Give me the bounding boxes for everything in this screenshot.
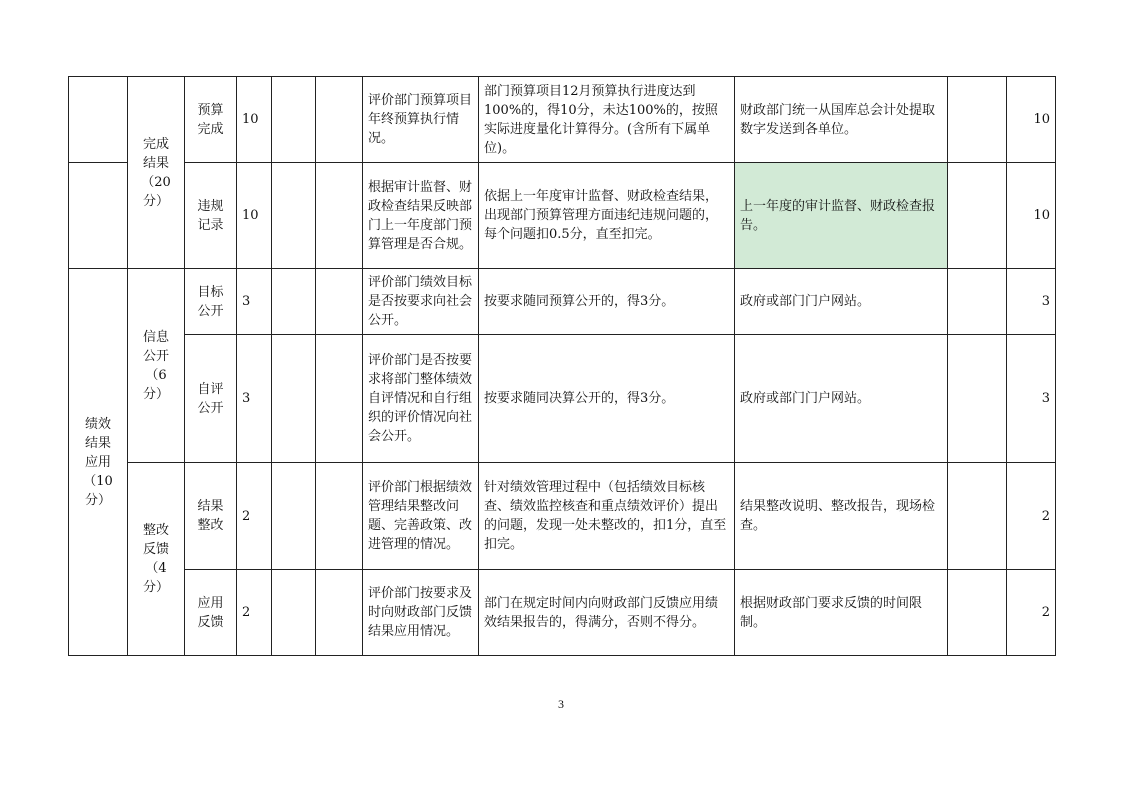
level3-cell: 目标公开 xyxy=(185,269,237,335)
empty-cell xyxy=(948,463,1007,570)
method-cell: 部门预算项目12月预算执行进度达到100%的，得10分，未达100%的，按照实际进度量化计算得分。(含所有下属单位)。 xyxy=(479,77,735,163)
source-cell: 结果整改说明、整改报告，现场检查。 xyxy=(735,463,948,570)
level1-cell xyxy=(69,163,128,269)
score-cell: 2 xyxy=(237,570,272,656)
empty-cell xyxy=(948,163,1007,269)
criteria-cell: 评价部门根据绩效管理结果整改问题、完善政策、改进管理的情况。 xyxy=(363,463,479,570)
table-row xyxy=(69,163,1056,269)
criteria-cell: 评价部门预算项目年终预算执行情况。 xyxy=(363,77,479,163)
table-row xyxy=(69,463,1056,570)
empty-cell xyxy=(316,163,363,269)
table-row xyxy=(69,335,1056,463)
source-cell: 财政部门统一从国库总会计处提取数字发送到各单位。 xyxy=(735,77,948,163)
score-cell: 10 xyxy=(237,77,272,163)
method-cell: 针对绩效管理过程中（包括绩效目标核查、绩效监控核查和重点绩效评价）提出的问题，发现一处未整改的，扣1分，直至扣完。 xyxy=(479,463,735,570)
empty-cell xyxy=(316,570,363,656)
empty-cell xyxy=(272,570,316,656)
empty-cell xyxy=(272,463,316,570)
table-row xyxy=(69,570,1056,656)
table-row xyxy=(69,77,1056,163)
result-cell: 2 xyxy=(1007,463,1056,570)
level2-cell: 整改反馈（4分） xyxy=(128,463,185,656)
result-cell: 10 xyxy=(1007,163,1056,269)
method-cell: 按要求随同预算公开的，得3分。 xyxy=(479,269,735,335)
empty-cell xyxy=(316,335,363,463)
source-cell: 根据财政部门要求反馈的时间限制。 xyxy=(735,570,948,656)
score-cell: 2 xyxy=(237,463,272,570)
level2-cell: 信息公开（6分） xyxy=(128,269,185,463)
method-cell: 部门在规定时间内向财政部门反馈应用绩效结果报告的，得满分，否则不得分。 xyxy=(479,570,735,656)
empty-cell xyxy=(272,269,316,335)
score-cell: 3 xyxy=(237,269,272,335)
empty-cell xyxy=(316,269,363,335)
source-cell-highlighted: 上一年度的审计监督、财政检查报告。 xyxy=(735,163,948,269)
criteria-cell: 评价部门绩效目标是否按要求向社会公开。 xyxy=(363,269,479,335)
level1-cell: 绩效结果应用（10分） xyxy=(69,269,128,656)
level3-cell: 预算完成 xyxy=(185,77,237,163)
criteria-cell: 评价部门按要求及时向财政部门反馈结果应用情况。 xyxy=(363,570,479,656)
result-cell: 3 xyxy=(1007,269,1056,335)
empty-cell xyxy=(272,335,316,463)
level3-cell: 应用反馈 xyxy=(185,570,237,656)
level2-cell: 完成结果（20分） xyxy=(128,77,185,269)
evaluation-table xyxy=(68,76,1056,656)
method-cell: 依据上一年度审计监督、财政检查结果，出现部门预算管理方面违纪违规问题的，每个问题扣0.5分，直至扣完。 xyxy=(479,163,735,269)
empty-cell xyxy=(948,335,1007,463)
criteria-cell: 评价部门是否按要求将部门整体绩效自评情况和自行组织的评价情况向社会公开。 xyxy=(363,335,479,463)
table-row xyxy=(69,269,1056,335)
method-cell: 按要求随同决算公开的，得3分。 xyxy=(479,335,735,463)
empty-cell xyxy=(948,77,1007,163)
empty-cell xyxy=(272,163,316,269)
source-cell: 政府或部门门户网站。 xyxy=(735,269,948,335)
result-cell: 3 xyxy=(1007,335,1056,463)
level1-cell xyxy=(69,77,128,163)
empty-cell xyxy=(948,570,1007,656)
empty-cell xyxy=(316,463,363,570)
score-cell: 10 xyxy=(237,163,272,269)
empty-cell xyxy=(948,269,1007,335)
result-cell: 10 xyxy=(1007,77,1056,163)
level3-cell: 结果整改 xyxy=(185,463,237,570)
source-cell: 政府或部门门户网站。 xyxy=(735,335,948,463)
page-number: 3 xyxy=(558,697,564,711)
empty-cell xyxy=(272,77,316,163)
score-cell: 3 xyxy=(237,335,272,463)
result-cell: 2 xyxy=(1007,570,1056,656)
level3-cell: 违规记录 xyxy=(185,163,237,269)
level3-cell: 自评公开 xyxy=(185,335,237,463)
empty-cell xyxy=(316,77,363,163)
criteria-cell: 根据审计监督、财政检查结果反映部门上一年度部门预算管理是否合规。 xyxy=(363,163,479,269)
